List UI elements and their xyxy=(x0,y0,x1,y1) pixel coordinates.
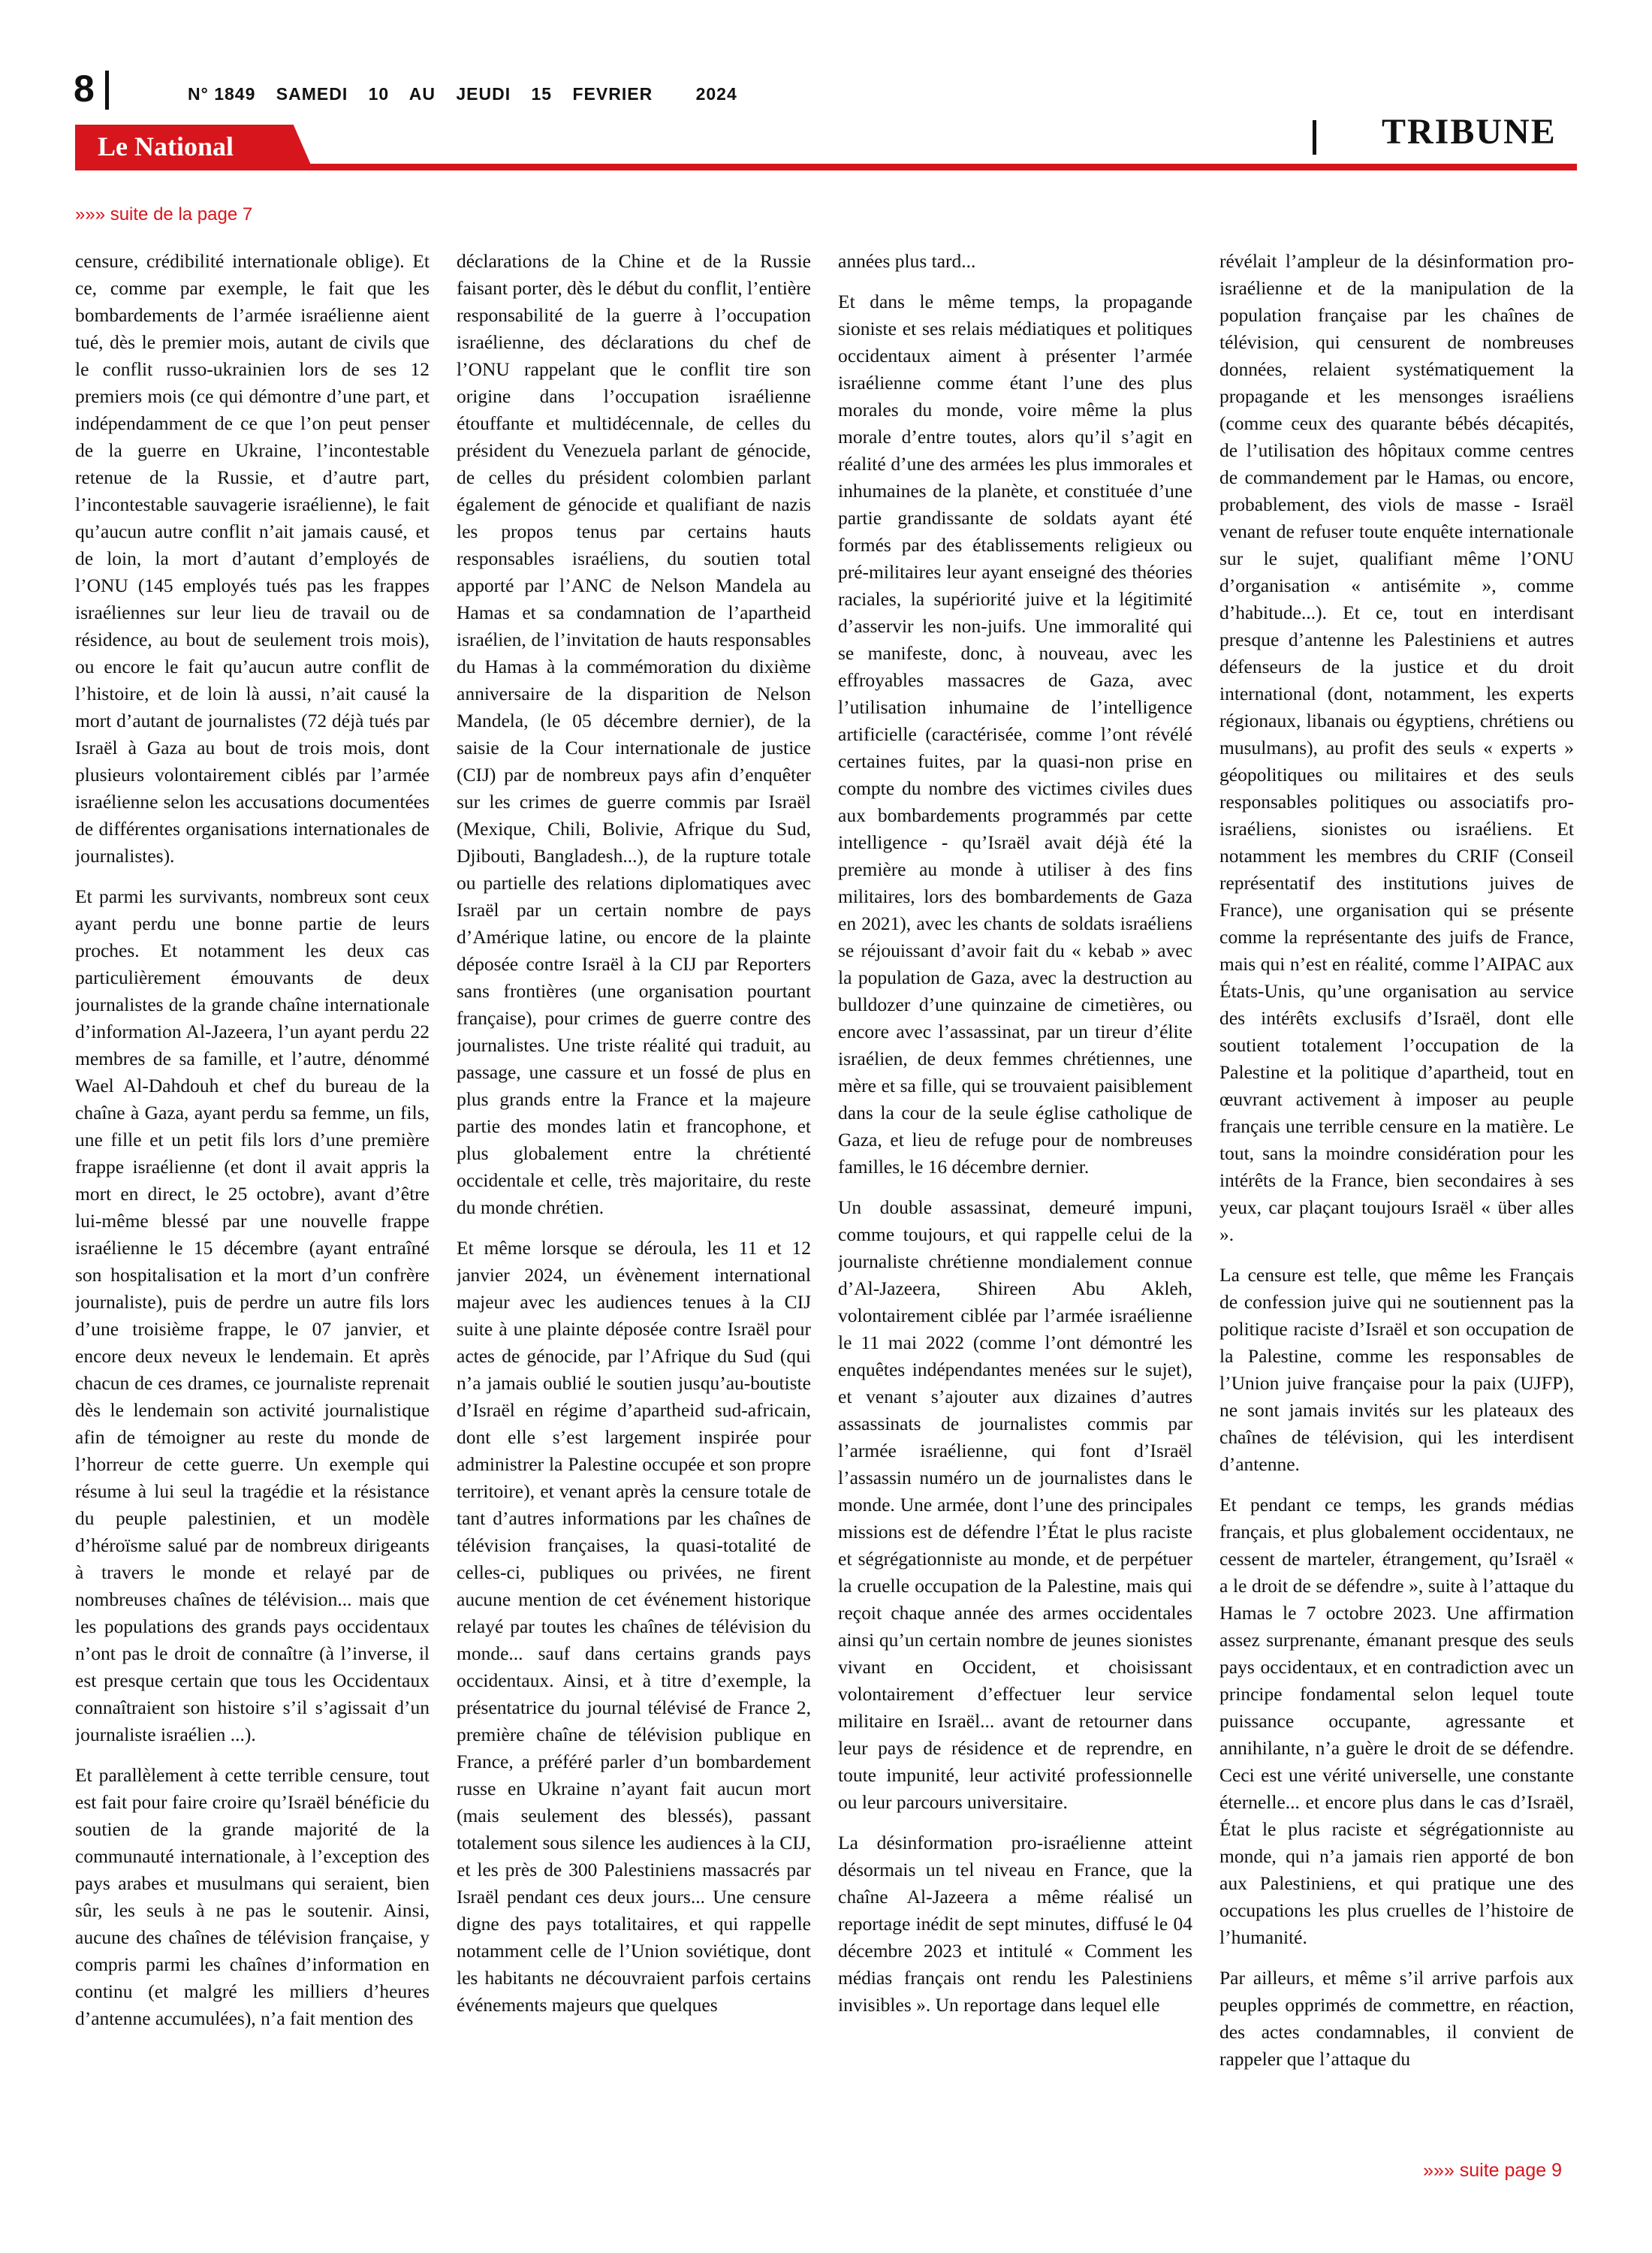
article-column-3 xyxy=(838,248,1192,2155)
paragraph: années plus tard... xyxy=(838,250,976,272)
paragraph: déclarations de la Chine et de la Russie faisant porter, dès le début du conflit, l’entière responsabilité de la guerre à l’occupation israélienne, des déclarations du chef de l’ONU rappelant que le conflit tire son origine dans l’occupation israélienne étouffante et multidécennale, de celles du président du Venezuela parlant de génocide, de celles du président colombien parlant également de génocide et qualifiant de nazis les propos tenus par certains hauts responsables israéliens, du soutien total apporté par l’ANC de Nelson Mandela au Hamas et sa condamnation de l’apartheid israélien, de l’invitation de hauts responsables du Hamas à la commémoration du dixième anniversaire de la disparition de Nelson Mandela, (le 05 décembre dernier), de la saisie de la Cour internationale de justice (CIJ) par de nombreux pays afin d’enquêter sur les crimes de guerre commis par Israël (Mexique, Chili, Bolivie, Afrique du Sud, Djibouti, Bangladesh...), de la rupture totale ou partielle des relations diplomatiques avec Israël par un certain nombre de pays d’Amérique latine, ou encore de la plainte déposée contre Israël à la CIJ par Reporters sans frontières (une organisation pourtant française), pour crimes de guerre contre des journalistes. Une triste réalité qui traduit, au passage, une cassure et un fossé de plus en plus grands entre la France et la majeure partie des mondes latin et francophone, et plus globalement entre la chrétienté occidentale et celle, très majoritaire, du reste du monde chrétien. xyxy=(457,250,811,1218)
date-part: SAMEDI xyxy=(276,84,348,104)
article-column-1 xyxy=(75,248,430,2155)
page-number-divider xyxy=(105,71,109,110)
paragraph: Et dans le même temps, la propagande sioniste et ses relais médiatiques et politiques occidentaux aiment à présenter l’armée israélienne comme étant l’une des plus morales du monde, voire même la plus morale d’entre toutes, alors qu’il s’agit en réalité d’une des armées les plus immorales et inhumaines de la planète, et constituée d’une partie grandissante de soldats ayant été formés par des établissements religieux ou pré-militaires leur ayant enseigné des théories raciales, la supériorité juive et la légitimité d’asservir les non-juifs. Une immoralité qui se manifeste, donc, à nouveau, avec les effroyables massacres de Gaza, avec l’utilisation inhumaine de l’intelligence artificielle (caractérisée, comme l’ont révélé certaines fuites, par la quasi-non prise en compte du nombre des victimes civiles dues aux bombardements programmés par cette intelligence - qu’Israël avait déjà été la première au monde à utiliser à des fins militaires, lors des bombardements de Gaza en 2021), avec les chants de soldats israéliens se réjouissant d’avoir fait du « kebab » avec la population de Gaza, avec la destruction au bulldozer d’une quinzaine de cimetières, ou encore avec l’assassinat, par un tireur d’élite israélien, de deux femmes chrétiennes, une mère et sa fille, qui se trouvaient paisiblement dans la cour de la seule église catholique de Gaza, et lieu de refuge pour de nombreuses familles, le 16 décembre dernier. xyxy=(838,291,1192,1178)
paragraph: Par ailleurs, et même s’il arrive parfois aux peuples opprimés de commettre, en réaction, des actes condamnables, il convient de rappeler que l’attaque du xyxy=(1219,1967,1574,2070)
section-title: TRIBUNE xyxy=(1382,112,1557,152)
issue-date-line xyxy=(188,84,752,104)
paragraph: Et pendant ce temps, les grands médias français, et plus globalement occidentaux, ne cessent de marteler, étrangement, qu’Israël « a le droit de se défendre », suite à l’attaque du Hamas le 7 octobre 2023. Une affirmation assez surprenante, émanant presque des seuls pays occidentaux, et en contradiction avec un principe fondamental selon lequel toute puissance occupante, agressante et annihilante, n’a guère le droit de se défendre. Ceci est une vérité universelle, une constante éternelle... et encore plus dans le cas d’Israël, État le plus raciste et ségrégationniste au monde, qui n’a jamais rien apporté de bon aux Palestiniens, et qui pratique une des occupations les plus cruelles de l’histoire de l’humanité. xyxy=(1219,1494,1574,1948)
newspaper-logo: Le National xyxy=(98,131,234,161)
date-part: FEVRIER xyxy=(572,84,653,104)
date-part: AU xyxy=(408,84,436,104)
paragraph: censure, crédibilité internationale oblige). Et ce, comme par exemple, le fait que les bombardements de l’armée israélienne aient tué, dès le premier mois, autant de civils que le conflit russo-ukrainien lors de ses 12 premiers mois (ce qui démontre d’une part, et indépendamment de ce que l’on peut penser de la guerre en Ukraine, l’incontestable retenue de la Russie, et d’autre part, l’incontestable sauvagerie israélienne), le fait qu’aucun autre conflit n’ait jamais causé, et de loin, la mort d’autant d’employés de l’ONU (145 employés tués pas les frappes israéliennes sur leur lieu de travail ou de résidence, au bout de seulement trois mois), ou encore le fait qu’aucun autre conflit de l’histoire, et de loin là aussi, n’ait causé la mort d’autant de journalistes (72 déjà tués par Israël à Gaza au bout de trois mois, dont plusieurs volontairement ciblés par l’armée israélienne selon les accusations documentées de différentes organisations internationales de journalistes). xyxy=(75,250,430,867)
article-column-2 xyxy=(457,248,811,2155)
paragraph: révélait l’ampleur de la désinformation pro-israélienne et de la manipulation de la population française par les chaînes de télévision, qui censurent de nombreuses données, relaient systématiquement la propagande et les mensonges israéliens (comme ceux des quarante bébés décapités, de l’utilisation des hôpitaux comme centres de commandement par le Hamas, ou encore, probablement, des viols de masse - Israël venant de refuser toute enquête internationale sur le sujet, qualifiant même l’ONU d’organisation « antisémite », comme d’habitude...). Et ce, tout en interdisant presque d’antenne les Palestiniens et autres défenseurs de la justice et du droit international (dont, notamment, les experts régionaux, libanais ou égyptiens, chrétiens ou musulmans), au profit des seuls « experts » géopolitiques ou militaires et des seuls responsables politiques ou associatifs pro-israéliens, sionistes ou israéliens. Et notamment les membres du CRIF (Conseil représentatif des institutions juives de France), une organisation qui se présente comme la représentante des juifs de France, mais qui n’est en réalité, comme l’AIPAC aux États-Unis, qu’une organisation au service des intérêts exclusifs d’Israël, dont elle soutient totalement l’occupation de la Palestine et la politique d’apartheid, tout en œuvrant activement à imposer au peuple français une terrible censure en la matière. Le tout, sans la moindre considération pour les intérêts de la France, bien secondaires à ses yeux, car plaçant toujours Israël « über alles ». xyxy=(1219,250,1574,1245)
section-divider xyxy=(1313,120,1316,155)
date-part: 15 xyxy=(531,84,553,104)
date-part: 2024 xyxy=(695,84,737,104)
paragraph: La désinformation pro-israélienne atteint désormais un tel niveau en France, que la chaîne Al-Jazeera a même réalisé un reportage inédit de sept minutes, diffusé le 04 décembre 2023 et intitulé « Comment les médias français ont rendu les Palestiniens invisibles ». Un reportage dans lequel elle xyxy=(838,1832,1192,2016)
paragraph: Un double assassinat, demeuré impuni, comme toujours, et qui rappelle celui de la journaliste chrétienne mondialement connue d’Al-Jazeera, Shireen Abu Akleh, volontairement ciblée par l’armée israélienne le 11 mai 2022 (comme l’ont démontré les enquêtes indépendantes menées sur le sujet), et venant s’ajouter aux dizaines d’autres assassinats de journalistes commis par l’armée israélienne, qui font d’Israël l’assassin numéro un de journalistes dans le monde. Une armée, dont l’une des principales missions est de défendre l’État le plus raciste et ségrégationniste au monde, et de perpétuer la cruelle occupation de la Palestine, mais qui reçoit chaque année des armes occidentales ainsi qu’un certain nombre de jeunes sionistes vivant en Occident, et choisissant volontairement d’effectuer leur service militaire en Israël... avant de retourner dans leur pays de résidence et de reprendre, en toute impunité, leur activité professionnelle ou leur parcours universitaire. xyxy=(838,1196,1192,1813)
paragraph: Et parallèlement à cette terrible censure, tout est fait pour faire croire qu’Israël bénéficie du soutien de la grande majorité de la communauté internationale, à l’exception des pays arabes et musulmans qui seraient, bien sûr, les seuls à ne pas le soutenir. Ainsi, aucune des chaînes de télévision française, y compris parmi les chaînes d’information en continu (et malgré les milliers d’heures d’antenne accumulées), n’a fait mention des xyxy=(75,1764,430,2029)
paragraph: Et même lorsque se déroula, les 11 et 12 janvier 2024, un évènement international majeur avec les audiences tenues à la CIJ suite à une plainte déposée contre Israël pour actes de génocide, par l’Afrique du Sud (qui n’a jamais oublié le soutien jusqu’au-boutiste d’Israël en régime d’apartheid sud-africain, dont elle s’est largement inspirée pour administrer la Palestine occupée et son propre territoire), et venant après la censure totale de tant d’autres informations par les chaînes de télévision françaises, la quasi-totalité de celles-ci, publiques ou privées, ne firent aucune mention de cet événement historique relayé par toutes les chaînes de télévision du monde... sauf dans certains grands pays occidentaux. Ainsi, et à titre d’exemple, la présentatrice du journal télévisé de France 2, première chaîne de télévision publique en France, a préféré parler d’un bombardement russe en Ukraine n’ayant fait aucun mort (mais seulement des blessés), passant totalement sous silence les audiences à la CIJ, et les près de 300 Palestiniens massacrés par Israël pendant ces deux jours... Une censure digne des pays totalitaires, et qui rappelle notamment celle de l’Union soviétique, dont les habitants ne découvraient parfois certains événements majeurs que quelques xyxy=(457,1237,811,2016)
page-number: 8 xyxy=(74,68,95,110)
issue-number: N° 1849 xyxy=(188,84,256,104)
article-column-4 xyxy=(1219,248,1574,2155)
paragraph: La censure est telle, que même les Français de confession juive qui ne soutiennent pas la politique raciste d’Israël et son occupation de la Palestine, comme les responsables de l’Union juive française pour la paix (UJFP), ne sont jamais invités sur les plateaux des chaînes de télévision, qui les interdisent d’antenne. xyxy=(1219,1264,1574,1475)
continued-from-link[interactable]: »»» suite de la page 7 xyxy=(75,204,253,225)
paragraph: Et parmi les survivants, nombreux sont ceux ayant perdu une bonne partie de leurs proches. Et notamment les deux cas particulièrement émouvants de deux journalistes de la grande chaîne internationale d’information Al-Jazeera, l’un ayant perdu 22 membres de sa famille, et l’autre, dénommé Wael Al-Dahdouh et chef du bureau de la chaîne à Gaza, ayant perdu sa femme, un fils, une fille et un petit fils lors d’une première frappe israélienne (et dont il avait appris la mort en direct, le 25 octobre), avant d’être lui-même blessé par une nouvelle frappe israélienne le 15 décembre (ayant entraîné son hospitalisation et la mort d’un confrère journaliste), puis de perdre un autre fils lors d’une troisième frappe, le 07 janvier, et encore deux neveux le lendemain. Et après chacun de ces drames, ce journaliste reprenait dès le lendemain son activité journalistique afin de témoigner au reste du monde de l’horreur de cette guerre. Un exemple qui résume à lui seul la tragédie et la résistance du peuple palestinien, et un modèle d’héroïsme salué par de nombreux dirigeants à travers le monde et relayé par de nombreuses chaînes de télévision... mais que les populations des grands pays occidentaux n’ont pas le droit de connaître (à l’inverse, il est presque certain que tous les Occidentaux connaîtraient son histoire s’il s’agissait d’un journaliste israélien ...). xyxy=(75,885,430,1745)
header-rule xyxy=(75,164,1577,170)
date-part: 10 xyxy=(368,84,390,104)
date-part: JEUDI xyxy=(456,84,511,104)
continued-on-link[interactable]: »»» suite page 9 xyxy=(1423,2160,1562,2181)
